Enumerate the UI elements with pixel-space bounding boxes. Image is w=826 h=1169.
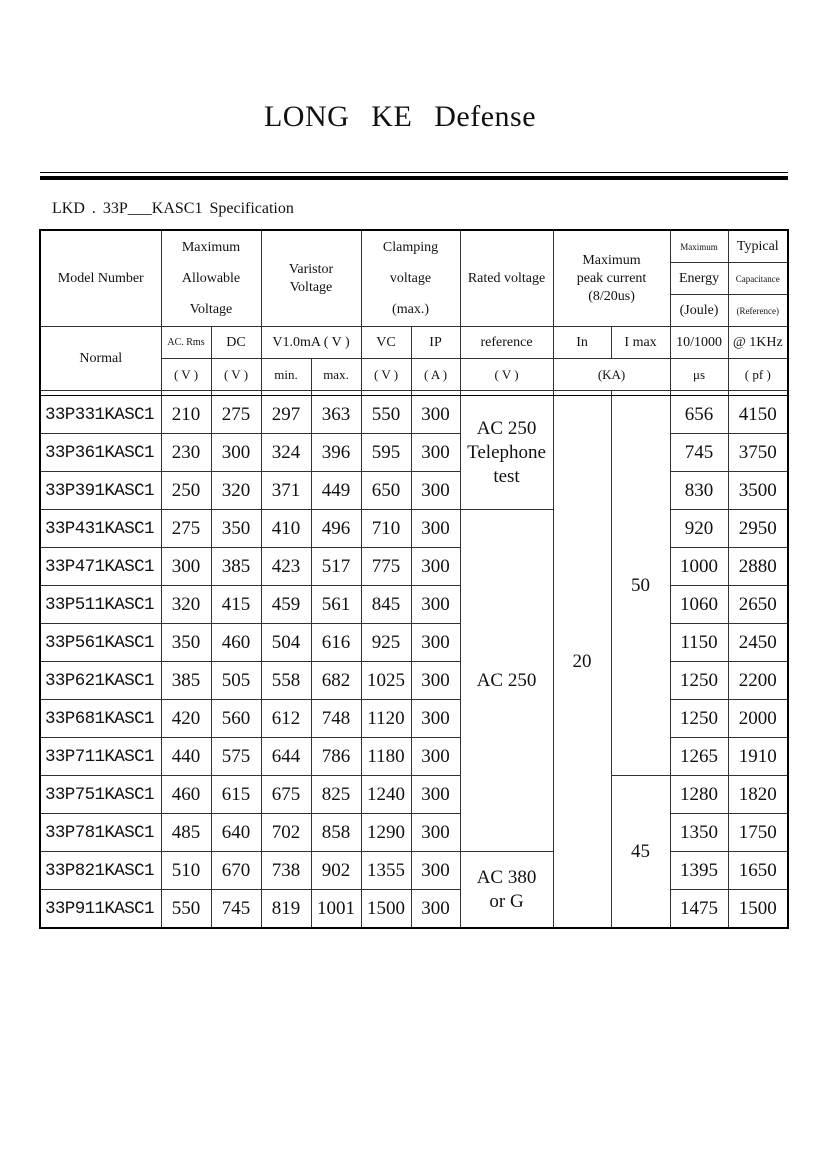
- vmin-cell: 644: [261, 738, 311, 776]
- model-cell: 33P621KASC1: [40, 662, 161, 700]
- cap-cell: 1500: [728, 890, 788, 929]
- cap-cell: 1910: [728, 738, 788, 776]
- ac-cell: 485: [161, 814, 211, 852]
- unit-v: ( V ): [161, 359, 211, 391]
- rated-voltage-group-2: AC 250: [460, 510, 553, 852]
- table-row: [40, 738, 788, 776]
- vmin-cell: 297: [261, 396, 311, 434]
- energy-cell: 1265: [670, 738, 728, 776]
- energy-cell: 1280: [670, 776, 728, 814]
- imax-label: I max: [611, 327, 670, 359]
- vmax-cell: 561: [311, 586, 361, 624]
- ip-cell: 300: [411, 738, 460, 776]
- model-cell: 33P561KASC1: [40, 624, 161, 662]
- model-cell: 33P911KASC1: [40, 890, 161, 929]
- spec-title: LKD . 33P___KASC1 Specification: [52, 200, 294, 217]
- vmin-cell: 702: [261, 814, 311, 852]
- model-cell: 33P781KASC1: [40, 814, 161, 852]
- peak-current-header: Maximum peak current (8/20us): [553, 230, 670, 327]
- cap-cell: 1750: [728, 814, 788, 852]
- cap-cell: 2650: [728, 586, 788, 624]
- model-cell: 33P431KASC1: [40, 510, 161, 548]
- dc-cell: 350: [211, 510, 261, 548]
- unit-v: ( V ): [460, 359, 553, 391]
- vmax-cell: 517: [311, 548, 361, 586]
- dc-cell: 320: [211, 472, 261, 510]
- imax-group-2: 45: [611, 776, 670, 929]
- vmin-cell: 612: [261, 700, 311, 738]
- dc-cell: 575: [211, 738, 261, 776]
- model-cell: 33P821KASC1: [40, 852, 161, 890]
- vmin-cell: 558: [261, 662, 311, 700]
- ac-cell: 350: [161, 624, 211, 662]
- cap-cell: 2000: [728, 700, 788, 738]
- energy-cell: 1395: [670, 852, 728, 890]
- cap-cell: 3750: [728, 434, 788, 472]
- energy-cell: 1250: [670, 662, 728, 700]
- dc-cell: 615: [211, 776, 261, 814]
- dc-cell: 300: [211, 434, 261, 472]
- dc-cell: 460: [211, 624, 261, 662]
- vmax-cell: 449: [311, 472, 361, 510]
- vc-cell: 1290: [361, 814, 411, 852]
- vc-cell: 710: [361, 510, 411, 548]
- vmax-cell: 496: [311, 510, 361, 548]
- table-row: [40, 510, 788, 548]
- ip-cell: 300: [411, 396, 460, 434]
- dc-cell: 745: [211, 890, 261, 929]
- ac-cell: 250: [161, 472, 211, 510]
- ip-cell: 300: [411, 472, 460, 510]
- dc-cell: 415: [211, 586, 261, 624]
- vmax-cell: 363: [311, 396, 361, 434]
- dc-cell: 385: [211, 548, 261, 586]
- ac-cell: 420: [161, 700, 211, 738]
- ac-cell: 385: [161, 662, 211, 700]
- dc-cell: 640: [211, 814, 261, 852]
- divider-line-thick: [40, 176, 788, 180]
- vmax-cell: 748: [311, 700, 361, 738]
- ac-rms-label: AC. Rms: [161, 327, 211, 359]
- vmax-cell: 825: [311, 776, 361, 814]
- energy-cell: 656: [670, 396, 728, 434]
- vc-cell: 1500: [361, 890, 411, 929]
- model-cell: 33P391KASC1: [40, 472, 161, 510]
- ip-cell: 300: [411, 510, 460, 548]
- energy-cell: 1000: [670, 548, 728, 586]
- vc-cell: 1355: [361, 852, 411, 890]
- ip-cell: 300: [411, 852, 460, 890]
- ac-cell: 320: [161, 586, 211, 624]
- ip-cell: 300: [411, 624, 460, 662]
- vmin-cell: 738: [261, 852, 311, 890]
- page-title: LONG KE Defense: [263, 100, 537, 133]
- unit-min: min.: [261, 359, 311, 391]
- model-cell: 33P681KASC1: [40, 700, 161, 738]
- model-number-header: Model Number: [40, 230, 161, 327]
- energy-header-2: Energy: [670, 263, 728, 295]
- cap-cell: 2200: [728, 662, 788, 700]
- cap-cell: 4150: [728, 396, 788, 434]
- vmax-cell: 902: [311, 852, 361, 890]
- max-allowable-header: Maximum Allowable Voltage: [161, 230, 261, 327]
- energy-cell: 1350: [670, 814, 728, 852]
- table-row: [40, 624, 788, 662]
- vmax-cell: 1001: [311, 890, 361, 929]
- table-row: [40, 890, 788, 929]
- varistor-header: Varistor Voltage: [261, 230, 361, 327]
- subheader-row: [40, 327, 788, 359]
- clamping-header: Clamping voltage (max.): [361, 230, 460, 327]
- ip-cell: 300: [411, 700, 460, 738]
- ac-cell: 300: [161, 548, 211, 586]
- vc-cell: 1240: [361, 776, 411, 814]
- ac-cell: 460: [161, 776, 211, 814]
- ip-cell: 300: [411, 434, 460, 472]
- table-row: [40, 662, 788, 700]
- imax-group-1: 50: [611, 396, 670, 776]
- vc-cell: 845: [361, 586, 411, 624]
- ac-cell: 510: [161, 852, 211, 890]
- energy-cell: 1475: [670, 890, 728, 929]
- in-label: In: [553, 327, 611, 359]
- table-row: [40, 776, 788, 814]
- divider-line: [40, 172, 788, 173]
- cap-cell: 2450: [728, 624, 788, 662]
- energy-header-1: Maximum: [670, 230, 728, 263]
- rated-voltage-group-3: AC 380 or G: [460, 852, 553, 929]
- model-cell: 33P331KASC1: [40, 396, 161, 434]
- capacitance-header-1: Typical: [728, 230, 788, 263]
- vmin-cell: 675: [261, 776, 311, 814]
- unit-a: ( A ): [411, 359, 460, 391]
- table-row: [40, 548, 788, 586]
- cap-cell: 2880: [728, 548, 788, 586]
- vc-cell: 595: [361, 434, 411, 472]
- vmin-cell: 423: [261, 548, 311, 586]
- energy-cell: 1150: [670, 624, 728, 662]
- rated-voltage-group-1: AC 250 Telephone test: [460, 396, 553, 510]
- energy-cell: 745: [670, 434, 728, 472]
- energy-cell: 1250: [670, 700, 728, 738]
- cap-cell: 1650: [728, 852, 788, 890]
- ac-cell: 440: [161, 738, 211, 776]
- table-row: [40, 434, 788, 472]
- vc-cell: 775: [361, 548, 411, 586]
- energy-header-3: (Joule): [670, 295, 728, 327]
- vc-label: VC: [361, 327, 411, 359]
- unit-pf: ( pf ): [728, 359, 788, 391]
- vmin-cell: 819: [261, 890, 311, 929]
- table-row: [40, 472, 788, 510]
- ip-cell: 300: [411, 814, 460, 852]
- in-value-cell: 20: [553, 396, 611, 929]
- vc-cell: 650: [361, 472, 411, 510]
- table-row: [40, 586, 788, 624]
- vmax-cell: 396: [311, 434, 361, 472]
- cap-cell: 3500: [728, 472, 788, 510]
- vc-cell: 1180: [361, 738, 411, 776]
- ip-cell: 300: [411, 586, 460, 624]
- table-row: [40, 814, 788, 852]
- ac-cell: 550: [161, 890, 211, 929]
- vmin-cell: 410: [261, 510, 311, 548]
- ip-cell: 300: [411, 548, 460, 586]
- ac-cell: 275: [161, 510, 211, 548]
- table-row: [40, 396, 788, 434]
- model-cell: 33P361KASC1: [40, 434, 161, 472]
- v1ma-label: V1.0mA ( V ): [261, 327, 361, 359]
- energy-cell: 830: [670, 472, 728, 510]
- ac-cell: 210: [161, 396, 211, 434]
- vc-cell: 550: [361, 396, 411, 434]
- vmax-cell: 616: [311, 624, 361, 662]
- vmin-cell: 371: [261, 472, 311, 510]
- table-row: [40, 700, 788, 738]
- vmin-cell: 324: [261, 434, 311, 472]
- model-cell: 33P511KASC1: [40, 586, 161, 624]
- vmax-cell: 786: [311, 738, 361, 776]
- cap-cell: 1820: [728, 776, 788, 814]
- model-cell: 33P751KASC1: [40, 776, 161, 814]
- unit-max: max.: [311, 359, 361, 391]
- ip-cell: 300: [411, 776, 460, 814]
- vmax-cell: 858: [311, 814, 361, 852]
- model-cell: 33P471KASC1: [40, 548, 161, 586]
- rated-voltage-header: Rated voltage: [460, 230, 553, 327]
- specification-table: [39, 229, 789, 929]
- vc-cell: 925: [361, 624, 411, 662]
- ip-cell: 300: [411, 890, 460, 929]
- unit-v: ( V ): [211, 359, 261, 391]
- dc-label: DC: [211, 327, 261, 359]
- freq-label: @ 1KHz: [728, 327, 788, 359]
- unit-ka: (KA): [553, 359, 670, 391]
- unit-v: ( V ): [361, 359, 411, 391]
- energy-cell: 1060: [670, 586, 728, 624]
- dc-cell: 560: [211, 700, 261, 738]
- ip-label: IP: [411, 327, 460, 359]
- normal-label: Normal: [40, 327, 161, 391]
- vc-cell: 1025: [361, 662, 411, 700]
- table-row: [40, 852, 788, 890]
- capacitance-header-3: (Reference): [728, 295, 788, 327]
- dc-cell: 275: [211, 396, 261, 434]
- vmin-cell: 459: [261, 586, 311, 624]
- unit-us: μs: [670, 359, 728, 391]
- capacitance-header-2: Capacitance: [728, 263, 788, 295]
- model-cell: 33P711KASC1: [40, 738, 161, 776]
- ac-cell: 230: [161, 434, 211, 472]
- vmin-cell: 504: [261, 624, 311, 662]
- energy-cell: 920: [670, 510, 728, 548]
- header-row: [40, 230, 788, 263]
- vc-cell: 1120: [361, 700, 411, 738]
- dc-cell: 505: [211, 662, 261, 700]
- cap-cell: 2950: [728, 510, 788, 548]
- vmax-cell: 682: [311, 662, 361, 700]
- dc-cell: 670: [211, 852, 261, 890]
- ip-cell: 300: [411, 662, 460, 700]
- reference-label: reference: [460, 327, 553, 359]
- pulse-label: 10/1000: [670, 327, 728, 359]
